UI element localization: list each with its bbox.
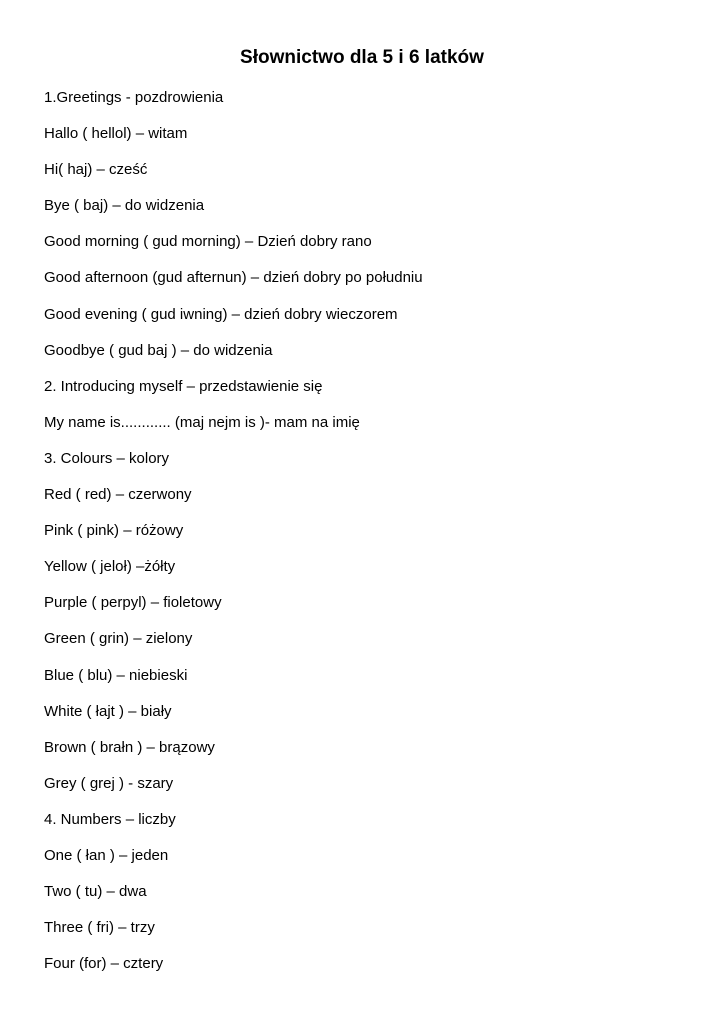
section-heading-colours: 3. Colours – kolory (44, 449, 170, 467)
vocabulary-line: Green ( grin) – zielony (44, 630, 193, 648)
vocabulary-line: My name is............ (maj nejm is )- mam na imię (44, 413, 360, 431)
section-heading-introducing: 2. Introducing myself – przedstawienie się (44, 377, 323, 395)
vocabulary-line: Pink ( pink) – różowy (44, 522, 184, 540)
vocabulary-line: Red ( red) – czerwony (44, 486, 192, 504)
vocabulary-line: Hi( haj) – cześć (44, 161, 148, 179)
vocabulary-line: Good evening ( gud iwning) – dzień dobry wieczorem (44, 305, 398, 323)
vocabulary-line: 1.Greetings - pozdrowienia (44, 89, 224, 106)
vocabulary-line: Good morning ( gud morning) – Dzień dobry rano (44, 233, 372, 251)
vocabulary-line: Bye ( baj) – do widzenia (44, 197, 205, 215)
vocabulary-line: Brown ( brałn ) – brązowy (44, 738, 215, 756)
vocabulary-line: Two ( tu) – dwa (44, 883, 147, 901)
vocabulary-line: Grey ( grej ) - szary (44, 774, 174, 792)
vocabulary-line: Four (for) – cztery (44, 955, 164, 973)
vocabulary-line: Purple ( perpyl) – fioletowy (44, 594, 222, 612)
section-heading-numbers: 4. Numbers – liczby (44, 810, 176, 828)
document-title: Słownictwo dla 5 i 6 latków (240, 47, 484, 68)
vocabulary-line: Hallo ( hellol) – witam (44, 125, 188, 143)
vocabulary-list (44, 86, 684, 988)
vocabulary-line: Good afternoon (gud afternun) – dzień dobry po południu (44, 269, 423, 287)
vocabulary-line: Three ( fri) – trzy (44, 919, 155, 937)
vocabulary-line: Yellow ( jeloł) –żółty (44, 558, 176, 576)
vocabulary-line: Blue ( blu) – niebieski (44, 666, 188, 684)
vocabulary-line: White ( łajt ) – biały (44, 702, 172, 720)
vocabulary-line: Goodbye ( gud baj ) – do widzenia (44, 341, 273, 359)
vocabulary-line: One ( łan ) – jeden (44, 846, 169, 864)
